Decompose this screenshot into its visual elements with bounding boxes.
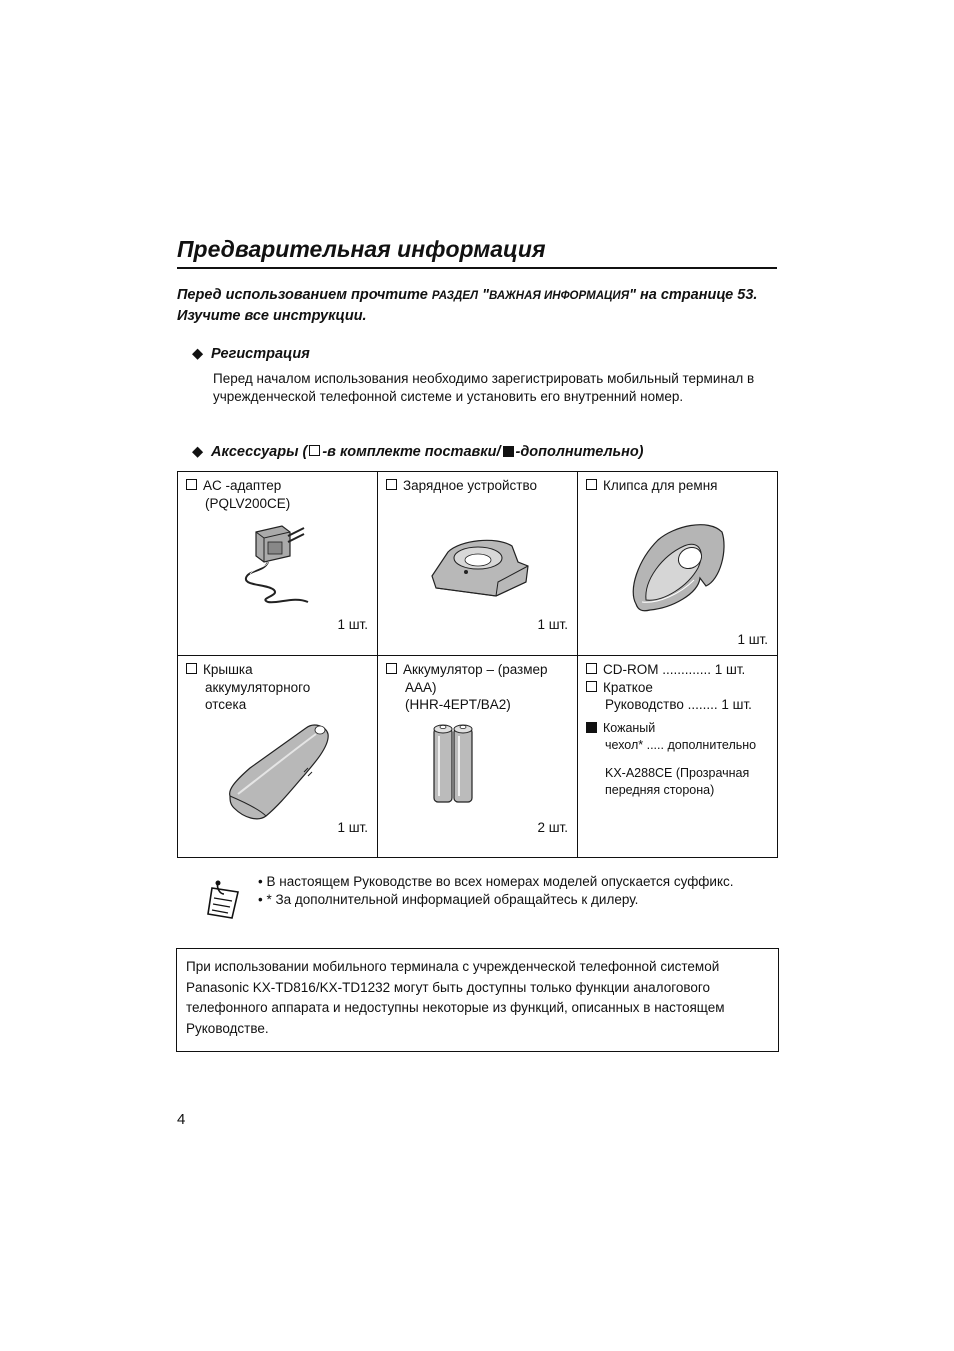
accessory-cell-battery-cover — [178, 656, 378, 858]
item-name: AAA) — [405, 679, 437, 695]
item-model: (HHR-4EPT/BA2) — [405, 697, 511, 712]
lead-link-text: ВАЖНАЯ ИНФОРМАЦИЯ — [488, 290, 630, 302]
batteries-image — [432, 722, 476, 806]
checkbox-icon — [586, 479, 597, 490]
note-item: • В настоящем Руководстве во всех номерах моделей опускается суффикс. — [258, 874, 734, 889]
registration-heading-text: Регистрация — [211, 346, 310, 362]
charger-image — [426, 532, 536, 602]
lead-text: РАЗДЕЛ — [431, 290, 479, 302]
item-leather-case: Кожаный — [603, 720, 656, 735]
accessory-cell-charger — [378, 472, 578, 656]
page-title: Предварительная информация — [177, 236, 777, 269]
registration-text: Перед началом использования необходимо зарегистрировать мобильный терминал в учрежденческой телефонной системе и установить его внутренний номер. — [213, 371, 755, 404]
item-quantity: 1 шт. — [337, 820, 368, 835]
item-name: отсека — [205, 697, 247, 712]
note-icon — [204, 878, 244, 920]
belt-clip-image — [628, 520, 728, 616]
diamond-icon: ◆ — [192, 444, 204, 460]
accessory-cell-misc — [578, 656, 778, 858]
item-name: Клипса для ремня — [603, 478, 718, 493]
item-quantity: 1 шт. — [337, 617, 368, 632]
item-quantity: 1 шт. — [537, 617, 568, 632]
accessories-heading-text: -дополнительно) — [515, 444, 644, 460]
lead-text: " на странице 53. Изучите все инструкции. — [177, 287, 758, 324]
checkbox-icon — [186, 663, 197, 674]
lead-paragraph — [177, 285, 777, 326]
item-leather-case: чехол* ..... дополнительно — [605, 738, 757, 752]
checkbox-icon — [586, 663, 597, 674]
item-name: аккумуляторного — [205, 679, 311, 695]
accessories-heading — [192, 444, 644, 460]
item-case-model: передняя сторона) — [605, 783, 715, 797]
battery-cover-image — [224, 724, 334, 824]
filled-square-icon — [503, 446, 514, 457]
accessory-cell-belt-clip — [578, 472, 778, 656]
page-number: 4 — [177, 1111, 186, 1128]
item-quantity: 2 шт. — [537, 820, 568, 835]
accessory-cell-battery — [378, 656, 578, 858]
diamond-icon: ◆ — [192, 346, 204, 362]
filled-checkbox-icon — [586, 722, 597, 733]
lead-text: Перед использованием прочтите — [177, 287, 432, 303]
item-model: (PQLV200CE) — [205, 495, 291, 511]
registration-heading — [192, 346, 310, 362]
accessories-heading-text: -в комплекте поставки/ — [322, 444, 501, 460]
empty-square-icon — [309, 445, 320, 456]
item-name: AC -адаптер — [203, 478, 282, 493]
item-quick-guide: Руководство ........ 1 шт. — [605, 697, 752, 712]
note-item: • * За дополнительной информацией обращайтесь к дилеру. — [258, 892, 639, 907]
accessories-heading-text: Аксессуары ( — [211, 444, 308, 460]
checkbox-icon — [386, 479, 397, 490]
accessories-table — [177, 471, 778, 858]
compatibility-note-box: При использовании мобильного терминала с учрежденческой телефонной системой Panasonic KX-TD816/KX-TD1232 могут быть доступны только функции аналогового телефонного аппарата и недоступны некоторые из функций, описанных в настоящем Руководстве. — [176, 948, 779, 1052]
checkbox-icon — [186, 479, 197, 490]
ac-adapter-image — [238, 520, 318, 606]
item-name: Крышка — [203, 662, 253, 677]
checkbox-icon — [586, 681, 597, 692]
lead-text: " — [478, 287, 489, 303]
item-name: Аккумулятор – (размер — [403, 662, 548, 677]
accessory-cell-ac-adapter — [178, 472, 378, 656]
notes-list — [258, 873, 758, 909]
item-quick-guide: Краткое — [603, 679, 653, 695]
checkbox-icon — [386, 663, 397, 674]
item-name: Зарядное устройство — [403, 478, 537, 493]
item-quantity: 1 шт. — [737, 632, 768, 647]
item-case-model: KX-A288CE (Прозрачная — [605, 765, 750, 780]
item-cdrom: CD-ROM ............. 1 шт. — [603, 662, 746, 677]
